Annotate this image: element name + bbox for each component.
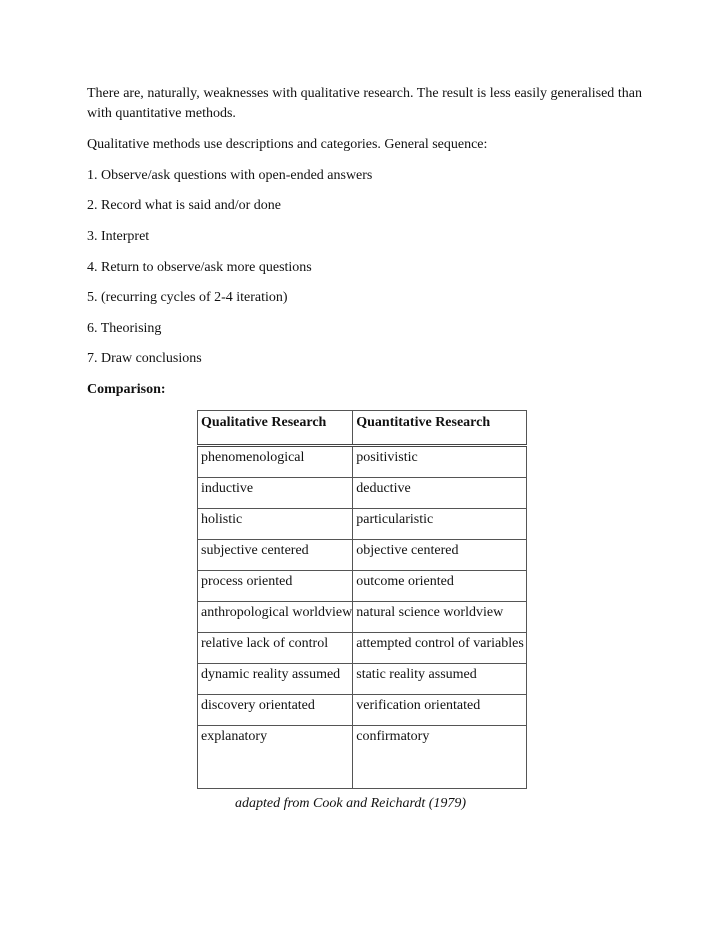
step-item: 7. Draw conclusions bbox=[87, 351, 202, 366]
qualitative-cell: explanatory bbox=[198, 726, 353, 789]
table-row bbox=[198, 571, 527, 602]
table-row bbox=[198, 664, 527, 695]
sequence-intro: Qualitative methods use descriptions and categories. General sequence: bbox=[87, 137, 488, 152]
header-qualitative: Qualitative Research bbox=[198, 411, 353, 446]
quantitative-cell: attempted control of variables bbox=[353, 633, 527, 664]
table-header-row bbox=[198, 411, 527, 446]
table-row bbox=[198, 633, 527, 664]
qualitative-cell: subjective centered bbox=[198, 540, 353, 571]
step-item: 5. (recurring cycles of 2-4 iteration) bbox=[87, 290, 288, 305]
comparison-table bbox=[197, 410, 527, 789]
quantitative-cell: outcome oriented bbox=[353, 571, 527, 602]
qualitative-cell: phenomenological bbox=[198, 446, 353, 478]
quantitative-cell: deductive bbox=[353, 478, 527, 509]
qualitative-cell: holistic bbox=[198, 509, 353, 540]
quantitative-cell: particularistic bbox=[353, 509, 527, 540]
quantitative-cell: verification orientated bbox=[353, 695, 527, 726]
comparison-heading: Comparison: bbox=[87, 382, 166, 397]
quantitative-cell: natural science worldview bbox=[353, 602, 527, 633]
table-row bbox=[198, 540, 527, 571]
table-row bbox=[198, 695, 527, 726]
qualitative-cell: anthropological worldview bbox=[198, 602, 353, 633]
step-item: 1. Observe/ask questions with open-ended answers bbox=[87, 168, 373, 183]
table-row bbox=[198, 478, 527, 509]
quantitative-cell: confirmatory bbox=[353, 726, 527, 789]
table-row bbox=[198, 446, 527, 478]
table-row bbox=[198, 509, 527, 540]
quantitative-cell: positivistic bbox=[353, 446, 527, 478]
table-row bbox=[198, 726, 527, 789]
qualitative-cell: discovery orientated bbox=[198, 695, 353, 726]
qualitative-cell: process oriented bbox=[198, 571, 353, 602]
quantitative-cell: static reality assumed bbox=[353, 664, 527, 695]
step-item: 3. Interpret bbox=[87, 229, 150, 244]
table-caption: adapted from Cook and Reichardt (1979) bbox=[235, 796, 467, 811]
qualitative-cell: dynamic reality assumed bbox=[198, 664, 353, 695]
quantitative-cell: objective centered bbox=[353, 540, 527, 571]
qualitative-cell: relative lack of control bbox=[198, 633, 353, 664]
table-row bbox=[198, 602, 527, 633]
step-item: 6. Theorising bbox=[87, 321, 162, 336]
header-quantitative: Quantitative Research bbox=[353, 411, 527, 446]
qualitative-cell: inductive bbox=[198, 478, 353, 509]
step-item: 2. Record what is said and/or done bbox=[87, 198, 282, 213]
intro-paragraph: There are, naturally, weaknesses with qualitative research. The result is less easily generalised than with quantitative methods. bbox=[87, 86, 642, 121]
step-item: 4. Return to observe/ask more questions bbox=[87, 260, 312, 275]
